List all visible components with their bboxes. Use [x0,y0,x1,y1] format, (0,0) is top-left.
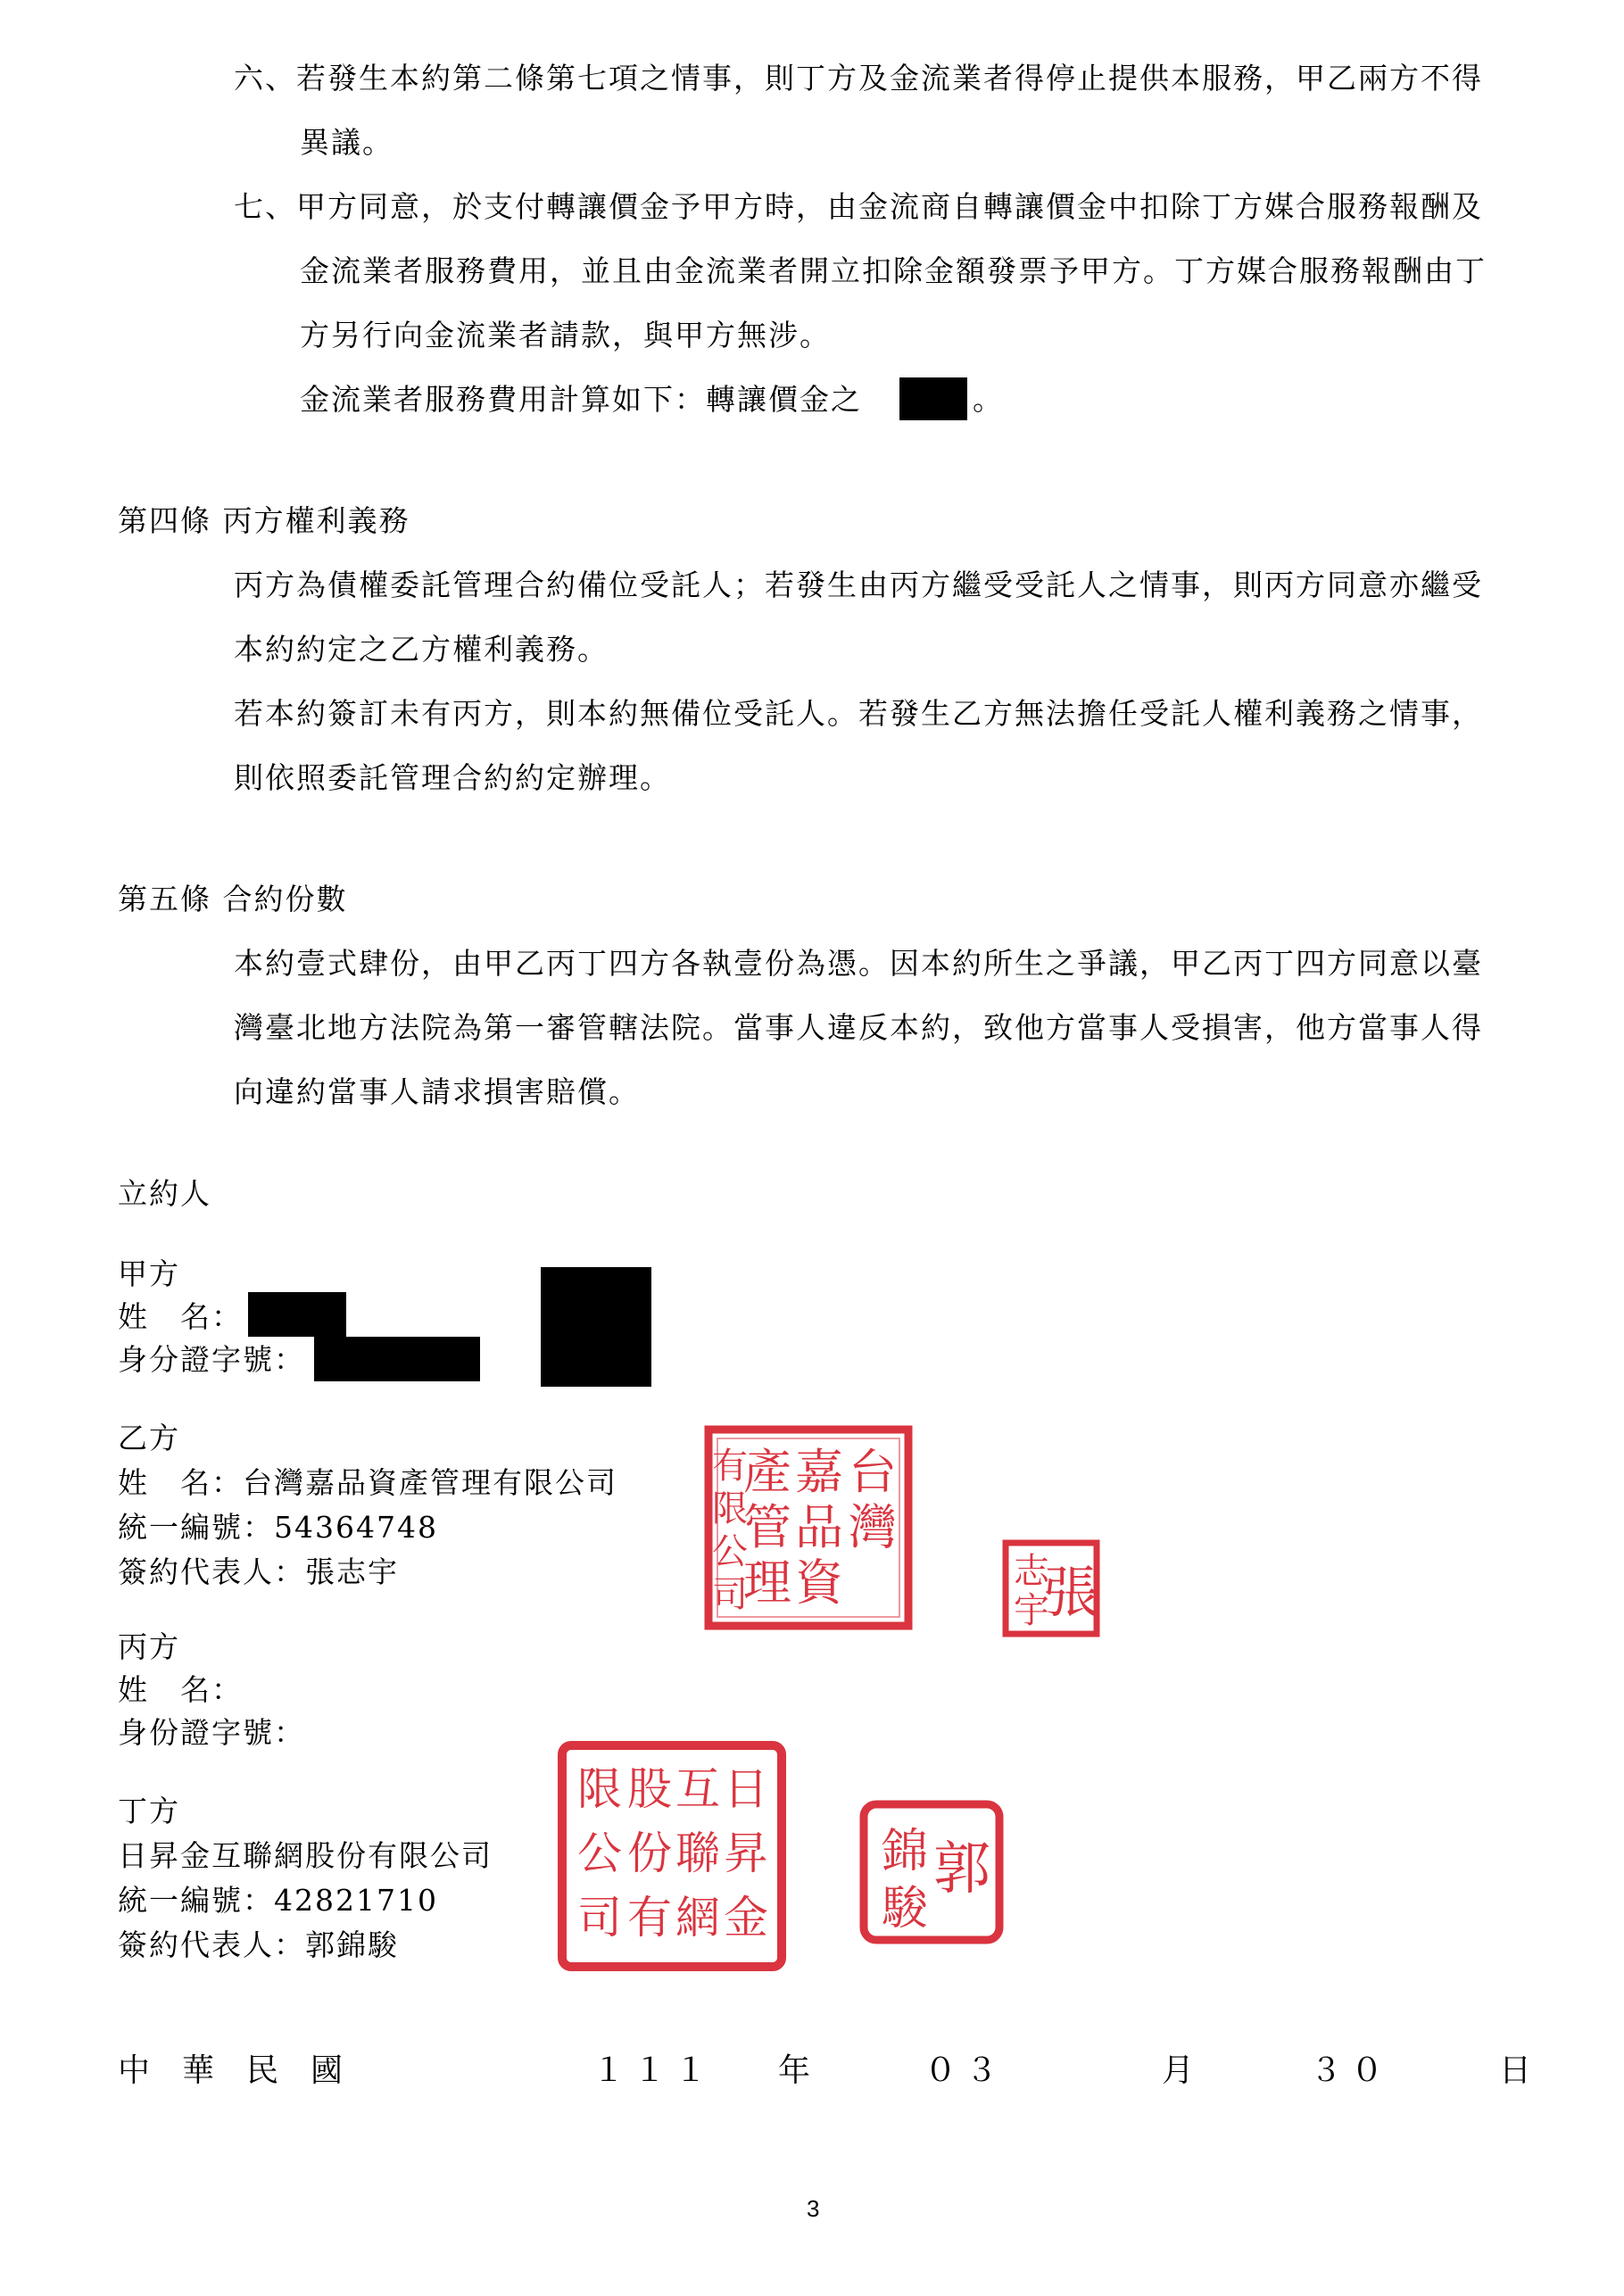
date-year: １１１ [592,2052,717,2089]
party-b-name-line: 姓 名：台灣嘉品資產管理有限公司 [118,1465,617,1500]
svg-text:志: 志 [1014,1551,1049,1592]
clause3-item7-line3: 方另行向金流業者請款，與甲方無涉。 [300,318,831,352]
svg-text:資: 資 [795,1554,843,1611]
page-number: 3 [807,2195,820,2222]
party-d-company-seal [557,1740,787,1972]
svg-text:管: 管 [743,1499,791,1555]
svg-text:公: 公 [577,1828,622,1879]
svg-text:有: 有 [627,1892,672,1944]
clause4-heading: 第四條 丙方權利義務 [118,503,410,538]
svg-text:理: 理 [743,1554,791,1611]
svg-text:郭: 郭 [933,1836,990,1902]
svg-text:品: 品 [795,1499,843,1555]
date-day-unit: 日 [1499,2052,1532,2089]
party-d-name-line: 日昇金互聯網股份有限公司 [118,1838,493,1873]
party-d-label: 丁方 [118,1794,180,1828]
clause3-item7-line1: 七、甲方同意，於支付轉讓價金予甲方時，由金流商自轉讓價金中扣除丁方媒合服務報酬及 [234,189,1483,224]
date-day: ３０ [1310,2052,1393,2089]
svg-text:昇: 昇 [724,1828,768,1879]
clause4-p1-line1: 丙方為債權委託管理合約備位受託人；若發生由丙方繼受受託人之情事，則丙方同意亦繼受 [234,568,1483,602]
party-d-rep-line: 簽約代表人：郭錦駿 [118,1927,399,1962]
party-b-label: 乙方 [118,1421,180,1455]
svg-text:網: 網 [675,1892,720,1944]
redacted-party-a-seal [541,1267,651,1387]
svg-text:宇: 宇 [1014,1590,1049,1631]
party-b-reg-line: 統一編號：54364748 [118,1510,438,1545]
svg-text:互: 互 [675,1763,720,1815]
party-b-company-seal [703,1424,914,1631]
svg-text:產: 產 [743,1444,791,1500]
party-c-id-label: 身份證字號： [118,1715,305,1750]
svg-text:限: 限 [577,1763,622,1815]
redacted-fee-rate [899,377,967,420]
svg-text:限: 限 [712,1488,748,1529]
redacted-party-a-id [314,1337,480,1381]
date-year-unit: 年 [778,2052,811,2089]
signatories-title: 立約人 [118,1176,211,1211]
clause4-p2-line2: 則依照委託管理合約約定辦理。 [234,760,671,795]
svg-text:張: 張 [1042,1560,1099,1625]
date-month: ０３ [924,2052,1007,2089]
svg-text:有: 有 [712,1446,748,1487]
clause3-item7-line4: 金流業者服務費用計算如下：轉讓價金之 [300,382,862,417]
svg-text:台: 台 [849,1444,897,1500]
party-b-rep-line: 簽約代表人：張志宇 [118,1554,399,1589]
clause3-item7-line2: 金流業者服務費用，並且由金流業者開立扣除金額發票予甲方。丁方媒合服務報酬由丁 [300,253,1487,288]
party-c-label: 丙方 [118,1629,180,1664]
svg-text:日: 日 [724,1763,768,1815]
svg-text:聯: 聯 [675,1828,720,1879]
party-a-label: 甲方 [118,1256,180,1291]
party-a-id-label: 身分證字號： [118,1342,305,1377]
svg-text:份: 份 [627,1828,672,1879]
svg-text:錦: 錦 [881,1825,929,1878]
clause5-line2: 灣臺北地方法院為第一審管轄法院。當事人違反本約，致他方當事人受損害，他方當事人得 [234,1010,1483,1045]
clause3-item7-line4-end: 。 [973,382,1004,417]
redacted-party-a-name [248,1292,346,1337]
svg-text:金: 金 [724,1892,768,1944]
clause4-p2-line1: 若本約簽訂未有丙方，則本約無備位受託人。若發生乙方無法擔任受託人權利義務之情事， [234,696,1483,731]
clause3-item6-line2: 異議。 [300,125,394,160]
date-era: 中 華 民 國 [118,2052,344,2089]
clause5-line3: 向違約當事人請求損害賠償。 [234,1074,640,1109]
clause3-item6-line1: 六、若發生本約第二條第七項之情事，則丁方及金流業者得停止提供本服務，甲乙兩方不得 [234,61,1483,95]
svg-text:駿: 駿 [881,1882,929,1935]
clause4-p1-line2: 本約約定之乙方權利義務。 [234,632,609,667]
svg-text:股: 股 [627,1763,672,1815]
party-a-name-label: 姓 名： [118,1299,243,1334]
svg-text:公: 公 [712,1531,748,1572]
date-month-unit: 月 [1162,2052,1195,2089]
svg-text:嘉: 嘉 [795,1444,843,1500]
party-d-reg-line: 統一編號：42821710 [118,1883,438,1918]
party-b-rep-seal [1001,1538,1101,1638]
svg-text:灣: 灣 [849,1499,897,1555]
clause5-heading: 第五條 合約份數 [118,882,348,916]
svg-text:司: 司 [577,1892,622,1944]
svg-text:司: 司 [712,1574,748,1615]
clause5-line1: 本約壹式肆份，由甲乙丙丁四方各執壹份為憑。因本約所生之爭議，甲乙丙丁四方同意以臺 [234,946,1483,981]
party-c-name-label: 姓 名： [118,1672,243,1707]
party-d-rep-seal [858,1799,1005,1945]
